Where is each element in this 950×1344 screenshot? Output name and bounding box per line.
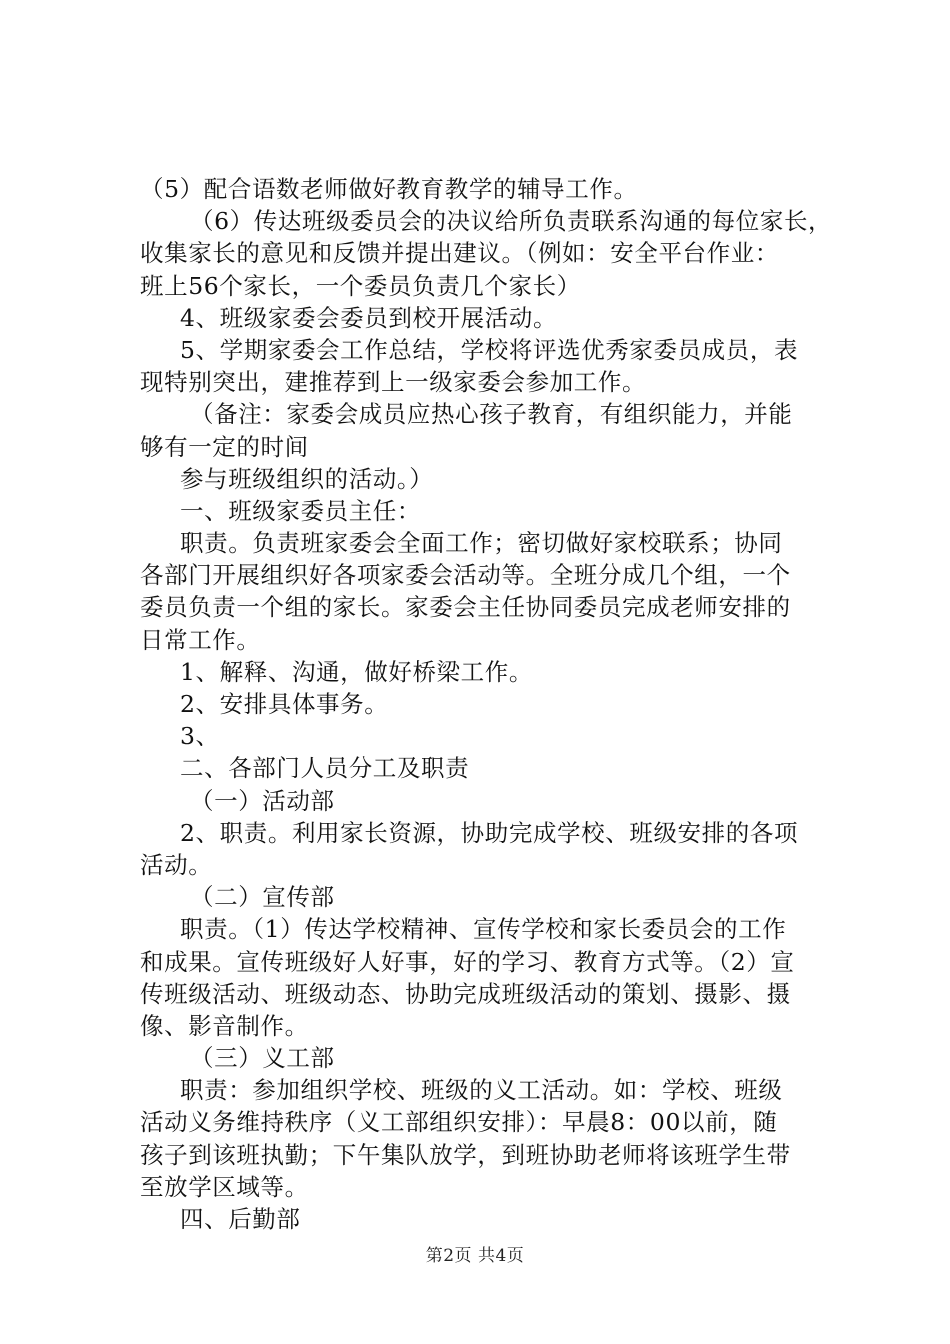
text-line: 孩子到该班执勤；下午集队放学，到班协助老师将该班学生带 bbox=[140, 1140, 791, 1169]
text-line: 班上56个家长，一个委员负责几个家长） bbox=[140, 271, 581, 300]
text-line: 委员负责一个组的家长。家委会主任协同委员完成老师安排的 bbox=[140, 593, 791, 622]
text-line: （6）传达班级委员会的决议给所负责联系沟通的每位家长， bbox=[190, 207, 833, 236]
text-line: 四、后勤部 bbox=[180, 1205, 301, 1233]
text-line: （一）活动部 bbox=[190, 786, 335, 815]
text-line: 一、班级家委员主任： bbox=[180, 496, 421, 525]
text-line: 像、影音制作。 bbox=[140, 1011, 309, 1040]
text-line: 2、安排具体事务。 bbox=[180, 690, 389, 718]
text-line: 2、职责。利用家长资源，协助完成学校、班级安排的各项 bbox=[180, 818, 799, 847]
text-line: 够有一定的时间 bbox=[140, 432, 309, 461]
text-line: 收集家长的意见和反馈并提出建议。（例如：安全平台作业： bbox=[140, 239, 779, 268]
text-line: （三）义工部 bbox=[190, 1044, 335, 1073]
text-line: 和成果。宣传班级好人好事，好的学习、教育方式等。（2）宣 bbox=[140, 947, 795, 976]
text-line: 4、班级家委会委员到校开展活动。 bbox=[180, 303, 558, 332]
text-line: 职责。（1）传达学校精神、宣传学校和家长委员会的工作 bbox=[180, 915, 787, 944]
text-line: 参与班级组织的活动。） bbox=[180, 464, 434, 493]
text-line: 现特别突出，建推荐到上一级家委会参加工作。 bbox=[140, 368, 647, 397]
text-line: 职责：参加组织学校、班级的义工活动。如：学校、班级 bbox=[180, 1076, 783, 1105]
text-line: 5、学期家委会工作总结，学校将评选优秀家委员成员，表 bbox=[180, 335, 799, 364]
text-line: （备注：家委会成员应热心孩子教育，有组织能力，并能 bbox=[190, 400, 793, 429]
text-line: 活动。 bbox=[140, 850, 213, 879]
text-line: 各部门开展组织好各项家委会活动等。全班分成几个组，一个 bbox=[140, 561, 791, 590]
text-line: 1、解释、沟通，做好桥梁工作。 bbox=[180, 657, 533, 686]
text-line: 职责。负责班家委会全面工作；密切做好家校联系；协同 bbox=[180, 529, 783, 558]
text-line: 二、各部门人员分工及职责 bbox=[180, 754, 470, 783]
text-line: 3、 bbox=[180, 722, 220, 751]
text-line: 传班级活动、班级动态、协助完成班级活动的策划、摄影、摄 bbox=[140, 979, 791, 1008]
document-body bbox=[140, 173, 835, 1235]
text-line: 日常工作。 bbox=[140, 625, 261, 654]
text-line: （二）宣传部 bbox=[190, 883, 335, 912]
text-line: 活动义务维持秩序（义工部组织安排）：早晨8：00以前，随 bbox=[140, 1108, 778, 1137]
text-line: 至放学区域等。 bbox=[140, 1172, 309, 1201]
text-line: （5）配合语数老师做好教育教学的辅导工作。 bbox=[140, 175, 638, 203]
page-footer: 第2页 共4页 bbox=[425, 1246, 525, 1266]
